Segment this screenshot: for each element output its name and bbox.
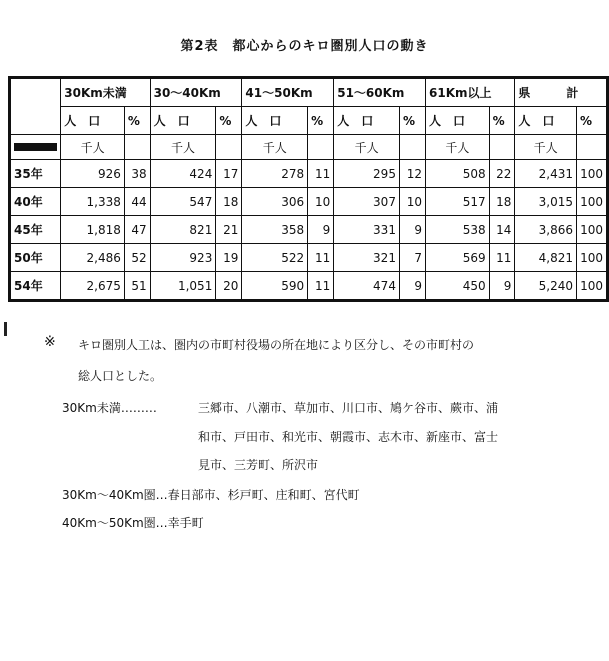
- population-cell: 1,051: [150, 272, 216, 301]
- population-cell: 590: [242, 272, 308, 301]
- zone-header: 30～40Km: [150, 78, 242, 107]
- percent-cell: 20: [216, 272, 242, 301]
- table-row: [10, 160, 608, 188]
- population-cell: 538: [426, 216, 490, 244]
- population-table: [8, 76, 609, 302]
- unit-cell: 千人: [61, 135, 125, 160]
- unit-cell: 千人: [515, 135, 577, 160]
- population-cell: 2,431: [515, 160, 577, 188]
- percent-cell: 18: [489, 188, 515, 216]
- population-cell: 5,240: [515, 272, 577, 301]
- percent-cell: 12: [399, 160, 425, 188]
- population-cell: 306: [242, 188, 308, 216]
- percent-cell: 22: [489, 160, 515, 188]
- percent-cell: 11: [308, 244, 334, 272]
- population-cell: 1,818: [61, 216, 125, 244]
- year-cell: 40年: [10, 188, 61, 216]
- zone-header: 51～60Km: [334, 78, 426, 107]
- unit-blank-cell: [124, 135, 150, 160]
- percent-cell: 44: [124, 188, 150, 216]
- population-cell: 547: [150, 188, 216, 216]
- zone-header: 30Km未満: [61, 78, 150, 107]
- zone-30-label: 30Km未満………: [62, 401, 157, 415]
- percent-cell: 18: [216, 188, 242, 216]
- population-subheader: 人 口: [61, 107, 125, 135]
- percent-cell: 51: [124, 272, 150, 301]
- percent-subheader: %: [489, 107, 515, 135]
- population-cell: 517: [426, 188, 490, 216]
- population-cell: 3,866: [515, 216, 577, 244]
- population-cell: 278: [242, 160, 308, 188]
- unit-blank-cell: [308, 135, 334, 160]
- table-row: [10, 272, 608, 301]
- zone-30-line-2: 和市、戸田市、和光市、朝霞市、志木市、新座市、富士: [198, 430, 499, 444]
- unit-cell: 千人: [334, 135, 400, 160]
- note-mark: ※: [44, 334, 56, 350]
- population-cell: 1,338: [61, 188, 125, 216]
- table-body: [10, 160, 608, 301]
- population-subheader: 人 口: [515, 107, 577, 135]
- percent-cell: 14: [489, 216, 515, 244]
- population-cell: 321: [334, 244, 400, 272]
- unit-blank-cell: [216, 135, 242, 160]
- unit-row: [10, 135, 608, 160]
- percent-cell: 9: [308, 216, 334, 244]
- population-cell: 926: [61, 160, 125, 188]
- percent-cell: 100: [577, 272, 608, 301]
- percent-cell: 100: [577, 216, 608, 244]
- table-row: [10, 188, 608, 216]
- year-cell: 45年: [10, 216, 61, 244]
- percent-cell: 19: [216, 244, 242, 272]
- unit-cell: 千人: [242, 135, 308, 160]
- percent-cell: 100: [577, 188, 608, 216]
- population-cell: 2,486: [61, 244, 125, 272]
- population-cell: 522: [242, 244, 308, 272]
- percent-cell: 9: [399, 216, 425, 244]
- percent-subheader: %: [577, 107, 608, 135]
- percent-cell: 100: [577, 244, 608, 272]
- population-table-container: [8, 76, 609, 302]
- population-cell: 358: [242, 216, 308, 244]
- zone-30-line-1: 三郷市、八潮市、草加市、川口市、鳩ケ谷市、蕨市、浦: [198, 401, 499, 415]
- zone-header: 41～50Km: [242, 78, 334, 107]
- population-cell: 307: [334, 188, 400, 216]
- percent-cell: 21: [216, 216, 242, 244]
- population-cell: 331: [334, 216, 400, 244]
- unit-cell: 千人: [426, 135, 490, 160]
- margin-mark: [4, 322, 7, 336]
- percent-subheader: %: [399, 107, 425, 135]
- percent-cell: 10: [399, 188, 425, 216]
- population-cell: 2,675: [61, 272, 125, 301]
- year-cell: 54年: [10, 272, 61, 301]
- population-cell: 569: [426, 244, 490, 272]
- percent-cell: 17: [216, 160, 242, 188]
- year-column-header-mark: [10, 135, 61, 160]
- unit-blank-cell: [489, 135, 515, 160]
- percent-subheader: %: [216, 107, 242, 135]
- population-cell: 4,821: [515, 244, 577, 272]
- table-row: [10, 244, 608, 272]
- percent-cell: 38: [124, 160, 150, 188]
- unit-blank-cell: [577, 135, 608, 160]
- zone-header: 県 計: [515, 78, 608, 107]
- population-cell: 295: [334, 160, 400, 188]
- percent-cell: 47: [124, 216, 150, 244]
- percent-cell: 11: [489, 244, 515, 272]
- population-cell: 508: [426, 160, 490, 188]
- table-subheader-row: [10, 107, 608, 135]
- population-subheader: 人 口: [426, 107, 490, 135]
- percent-cell: 100: [577, 160, 608, 188]
- zone-header: 61Km以上: [426, 78, 515, 107]
- population-subheader: 人 口: [150, 107, 216, 135]
- zone-30-40-line: 30Km～40Km圏…春日部市、杉戸町、庄和町、宮代町: [62, 488, 360, 502]
- zone-40-50-line: 40Km～50Km圏…幸手町: [62, 516, 204, 530]
- percent-cell: 9: [489, 272, 515, 301]
- note-line-2: 総人口とした。: [78, 369, 163, 383]
- note-line-1: キロ圏別人工は、圏内の市町村役場の所在地により区分し、その市町村の: [78, 338, 475, 352]
- percent-cell: 9: [399, 272, 425, 301]
- population-cell: 3,015: [515, 188, 577, 216]
- percent-subheader: %: [308, 107, 334, 135]
- population-cell: 474: [334, 272, 400, 301]
- population-subheader: 人 口: [334, 107, 400, 135]
- table-header-row: [10, 78, 608, 107]
- population-cell: 424: [150, 160, 216, 188]
- percent-subheader: %: [124, 107, 150, 135]
- unit-cell: 千人: [150, 135, 216, 160]
- percent-cell: 52: [124, 244, 150, 272]
- year-cell: 35年: [10, 160, 61, 188]
- population-cell: 450: [426, 272, 490, 301]
- population-cell: 923: [150, 244, 216, 272]
- percent-cell: 7: [399, 244, 425, 272]
- table-corner-cell: [10, 78, 61, 135]
- percent-cell: 11: [308, 272, 334, 301]
- population-cell: 821: [150, 216, 216, 244]
- percent-cell: 10: [308, 188, 334, 216]
- year-cell: 50年: [10, 244, 61, 272]
- table-row: [10, 216, 608, 244]
- zone-30-line-3: 見市、三芳町、所沢市: [198, 458, 319, 472]
- page-title: 第2表 都心からのキロ圏別人口の動き: [180, 39, 429, 54]
- unit-blank-cell: [399, 135, 425, 160]
- population-subheader: 人 口: [242, 107, 308, 135]
- percent-cell: 11: [308, 160, 334, 188]
